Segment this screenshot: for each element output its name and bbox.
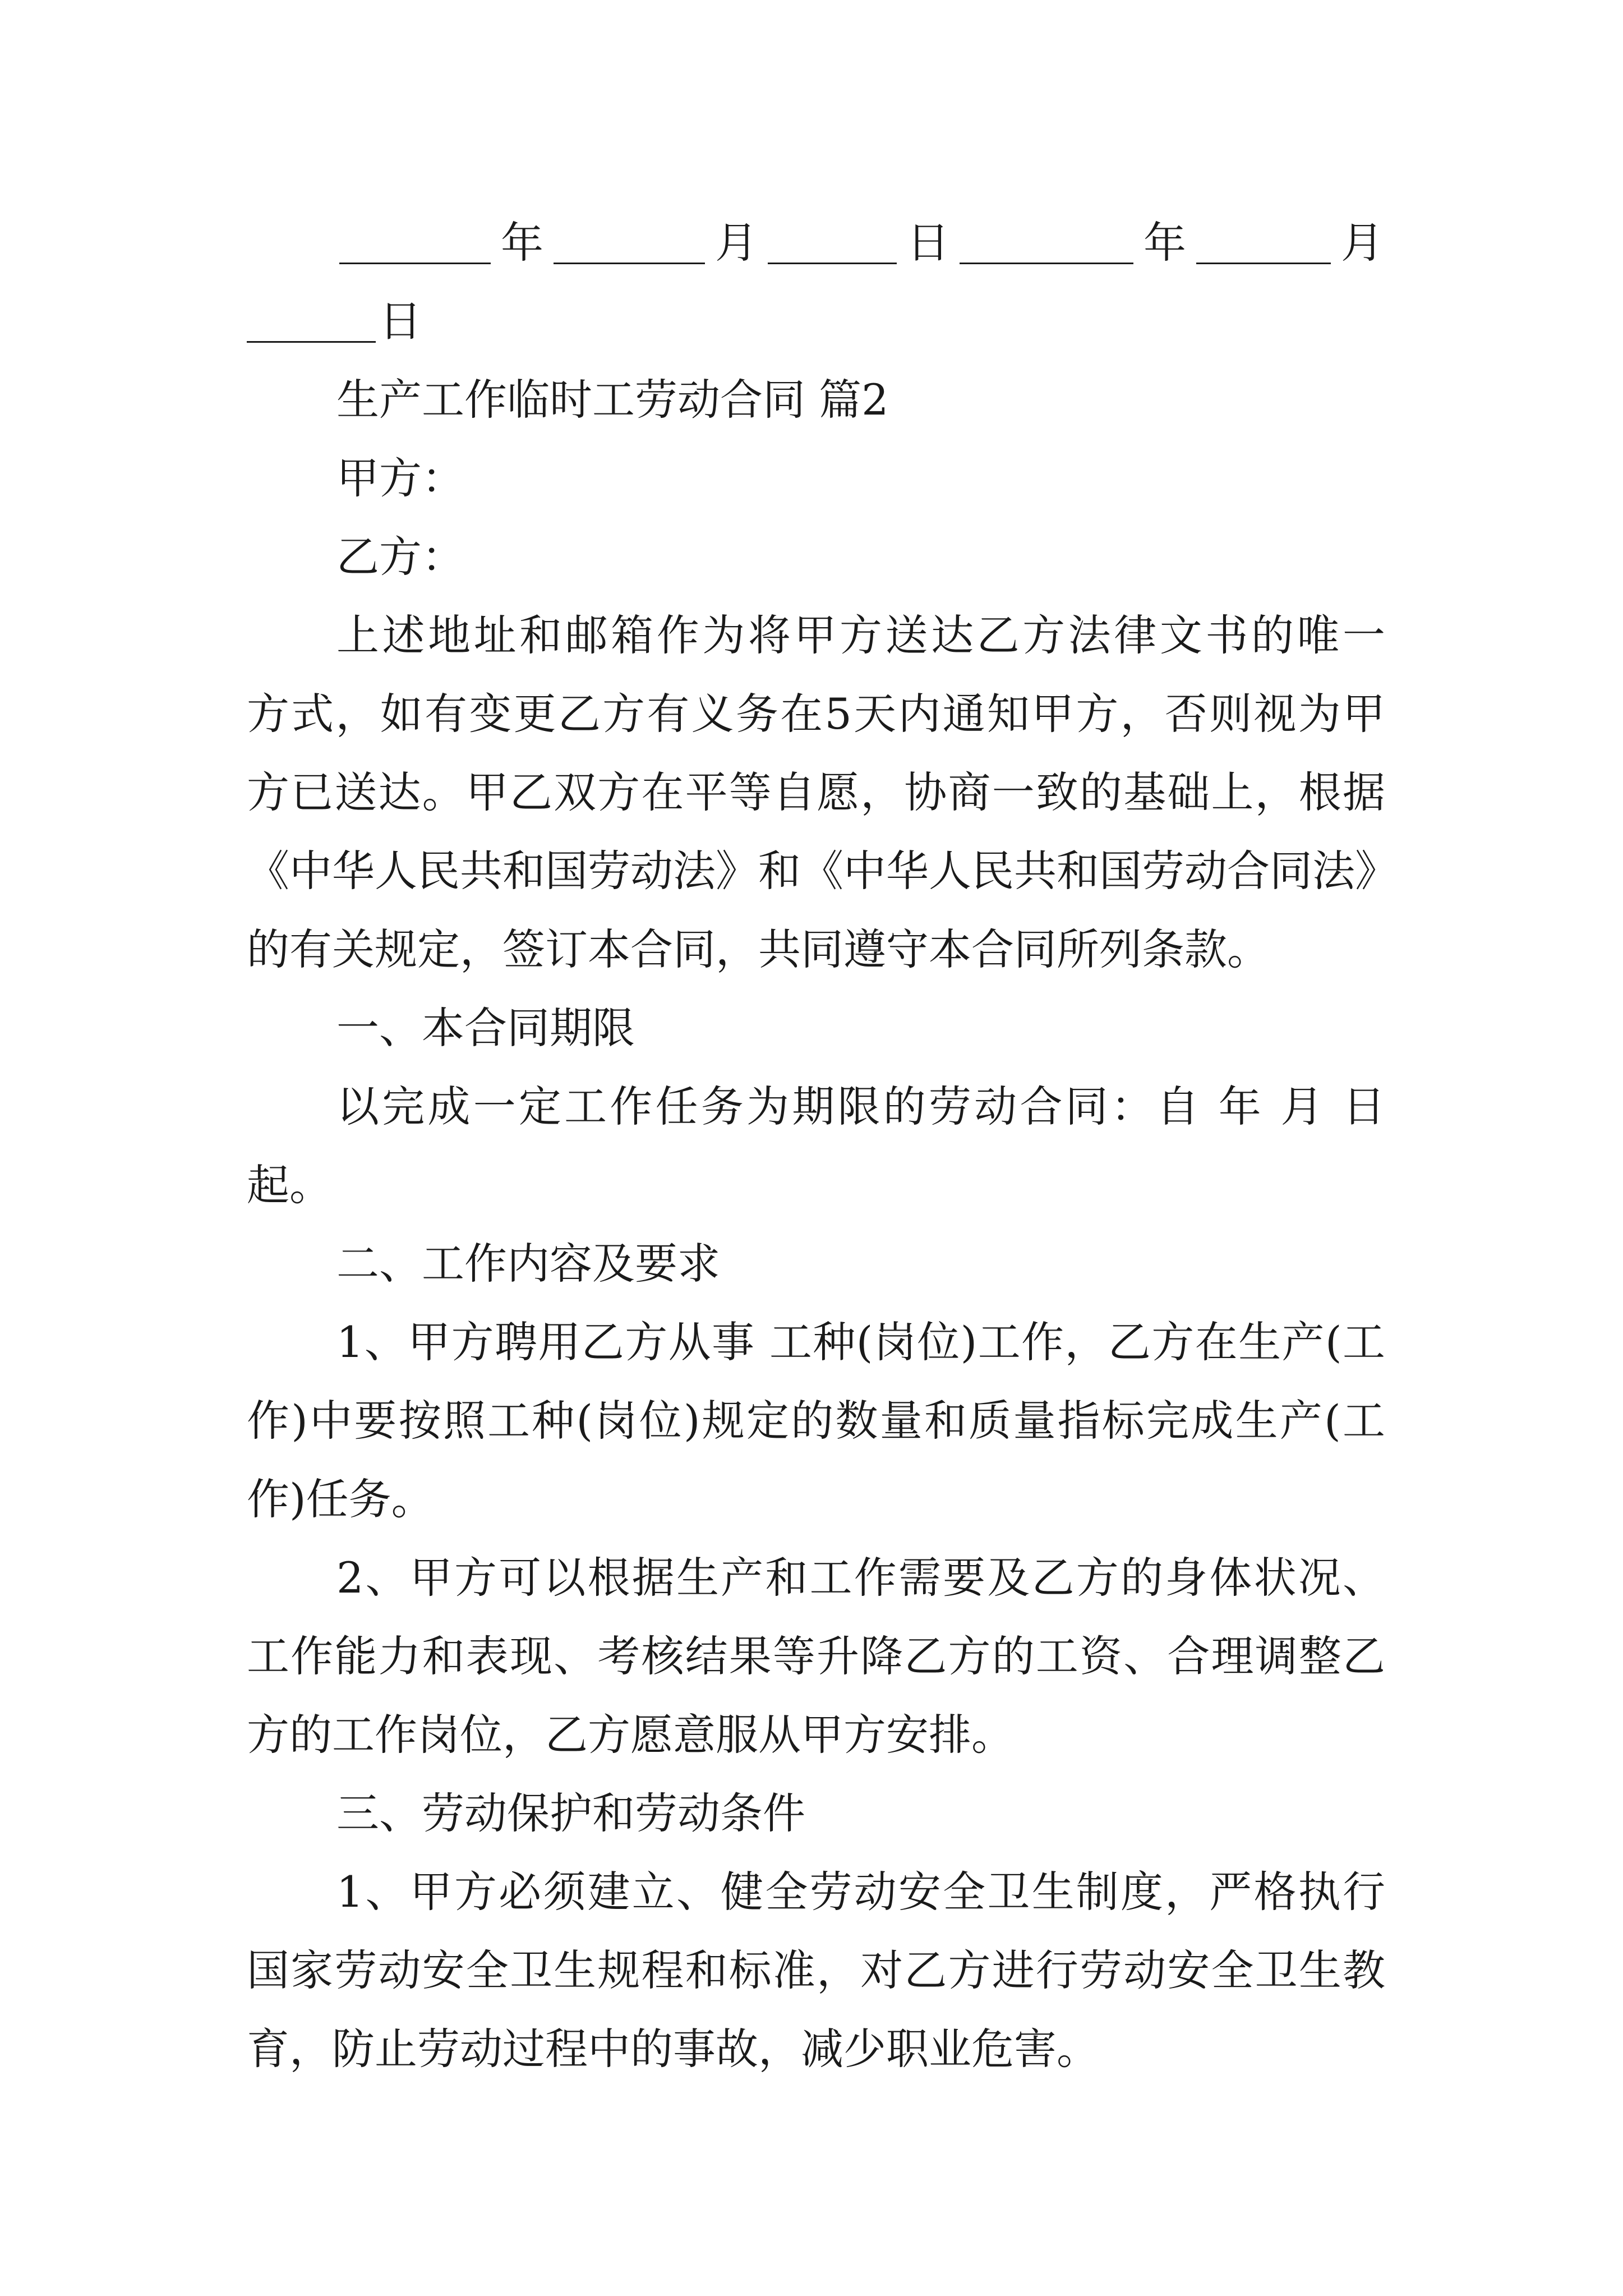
preamble-line-5: 的有关规定，签订本合同，共同遵守本合同所列条款。 [247,924,1270,974]
year-blank-2[interactable] [960,223,1133,264]
preamble-line-1: 上述地址和邮箱作为将甲方送达乙方法律文书的唯一 [336,610,1385,660]
year-blank-1[interactable] [339,223,491,264]
month-label-1: 月 [715,218,758,268]
day-label-2: 日 [379,296,422,346]
month-blank-1[interactable] [554,223,705,264]
section-3-item-1-line-1: 1、甲方必须建立、健全劳动安全卫生制度，严格执行 [336,1867,1385,1917]
section-2-item-2-line-1: 2、甲方可以根据生产和工作需要及乙方的身体状况、 [336,1553,1385,1603]
section-3-item-1-line-2: 国家劳动安全卫生规程和标准，对乙方进行劳动安全卫生教 [247,1945,1385,1995]
section-2-item-1-line-3: 作)任务。 [247,1474,434,1524]
date-fill-row-2 [247,296,432,346]
section-1-line-1: 以完成一定工作任务为期限的劳动合同：自 年 月 日 [336,1082,1385,1131]
party-b-label: 乙方： [336,532,464,582]
preamble-line-2: 方式，如有变更乙方有义务在5天内通知甲方，否则视为甲 [247,689,1385,739]
day-blank-2[interactable] [247,302,376,343]
preamble-line-4: 《中华人民共和国劳动法》和《中华人民共和国劳动合同法》 [247,846,1398,896]
preamble-line-3: 方已送达。甲乙双方在平等自愿，协商一致的基础上，根据 [247,767,1385,817]
document-heading: 生产工作临时工劳动合同 篇2 [336,375,889,425]
section-2-item-2-line-2: 工作能力和表现、考核结果等升降乙方的工资、合理调整乙 [247,1631,1385,1681]
year-label-2: 年 [1144,218,1186,268]
party-a-label: 甲方： [336,453,464,503]
section-1-title: 一、本合同期限 [336,1003,635,1053]
section-2-title: 二、工作内容及要求 [336,1239,720,1289]
section-2-item-1-line-2: 作)中要按照工种(岗位)规定的数量和质量指标完成生产(工 [247,1396,1385,1446]
section-3-item-1-line-3: 育，防止劳动过程中的事故，减少职业危害。 [247,2024,1099,2074]
day-label-1: 日 [907,218,949,268]
date-fill-row [339,218,1394,268]
section-2-item-1-line-1: 1、甲方聘用乙方从事 工种(岗位)工作，乙方在生产(工 [336,1317,1385,1367]
section-3-title: 三、劳动保护和劳动条件 [336,1788,805,1838]
day-blank-1[interactable] [768,223,897,264]
year-label-1: 年 [501,218,543,268]
month-blank-2[interactable] [1196,223,1331,264]
section-1-line-2: 起。 [247,1160,332,1210]
month-label-2: 月 [1341,218,1384,268]
section-2-item-2-line-3: 方的工作岗位，乙方愿意服从甲方安排。 [247,1710,1014,1760]
